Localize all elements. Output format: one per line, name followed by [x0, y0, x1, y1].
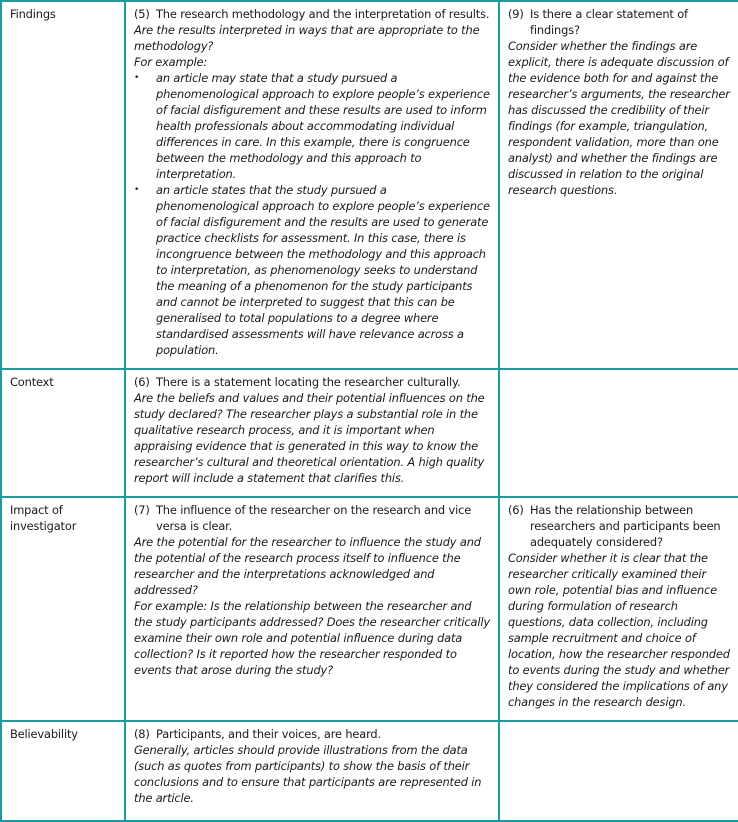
row-label: Impact of investigator: [10, 503, 77, 533]
criterion-example: For example: Is the relationship between the researcher and the study participants addressed? Does the researcher critically examine their own role and potential influence during data collection? Is it reported how the researcher responded to events that arose during the study?: [134, 599, 490, 677]
checklist-cell-empty: [499, 369, 738, 497]
criterion-number: (7): [134, 503, 150, 517]
criterion-number: (5): [134, 7, 150, 21]
row-label-cell: [1, 1, 125, 369]
criterion-title: The research methodology and the interpretation of results.: [156, 7, 490, 21]
checklist-body: Consider whether it is clear that the researcher critically examined their own role, potential bias and influence during formulation of research questions, data collection, including sample recruitment and choice of location, how the researcher responded to events during the study and whether they considered the implications of any changes in the research design.: [508, 551, 730, 709]
criteria-cell: [125, 1, 499, 369]
list-item: • an article may state that a study pursued a phenomenological approach to explore people’s experience of facial disfigurement and these results are used to inform health professionals about accommodating individual differences in care. In this example, there is congruence between the methodology and this approach to interpretation.: [134, 70, 490, 182]
criterion-body: Generally, articles should provide illustrations from the data (such as quotes from participants) to show the basis of their conclusions and to ensure that participants are represented in the article.: [134, 743, 482, 805]
checklist-number: (9): [508, 7, 524, 21]
table-row-believability: [1, 721, 738, 821]
criterion-heading: [134, 502, 490, 534]
checklist-heading: [508, 6, 730, 38]
criterion-heading: [134, 726, 490, 742]
row-label-cell: [1, 721, 125, 821]
checklist-cell: [499, 1, 738, 369]
row-label: Believability: [10, 727, 78, 741]
criterion-heading: [134, 6, 490, 22]
row-label: Context: [10, 375, 54, 389]
criterion-title: There is a statement locating the researcher culturally.: [156, 375, 461, 389]
criterion-number: (6): [134, 375, 150, 389]
criterion-title: The influence of the researcher on the research and vice versa is clear.: [156, 503, 472, 533]
checklist-cell: [499, 497, 738, 721]
row-label-cell: [1, 369, 125, 497]
criteria-cell: [125, 721, 499, 821]
checklist-title: Is there a clear statement of findings?: [530, 7, 688, 37]
example-list: [134, 70, 490, 358]
list-item: • an article states that the study pursued a phenomenological approach to explore people’s experience of facial disfigurement and the results are used to generate practice checklists for assessment. In this case, there is incongruence between the methodology and this approach to interpretation, as phenomenology seeks to understand the meaning of a phenomenon for the study participants and cannot be interpreted to suggest that this can be generalised to total populations to a degree where standardised assessments will have relevance across a population.: [134, 182, 490, 358]
checklist-heading: [508, 502, 730, 550]
checklist-cell-empty: [499, 721, 738, 821]
criterion-body: Are the potential for the researcher to influence the study and the potential of the research process itself to influence the researcher and the interpretations acknowledged and addressed?: [134, 535, 481, 597]
checklist-number: (6): [508, 503, 524, 517]
table-row-impact-of-investigator: [1, 497, 738, 721]
criterion-number: (8): [134, 727, 150, 741]
row-label: Findings: [10, 7, 56, 21]
table-row-findings: [1, 1, 738, 369]
criteria-cell: [125, 369, 499, 497]
criterion-title: Participants, and their voices, are heard.: [156, 727, 381, 741]
example-intro: For example:: [134, 55, 208, 69]
criterion-heading: [134, 374, 490, 390]
criterion-question: Are the results interpreted in ways that are appropriate to the methodology?: [134, 23, 480, 53]
checklist-body: Consider whether the findings are explicit, there is adequate discussion of the evidence both for and against the researcher’s arguments, the researcher has discussed the credibility of their findings (for example, triangulation, respondent validation, more than one analyst) and whether the findings are discussed in relation to the original research questions.: [508, 39, 730, 197]
criterion-body: Are the beliefs and values and their potential influences on the study declared? The researcher plays a substantial role in the qualitative research process, and it is important when appraising evidence that is generated in this way to know the researcher’s cultural and theoretical orientation. A high quality report will include a statement that clarifies this.: [134, 391, 485, 485]
criteria-cell: [125, 497, 499, 721]
checklist-title: Has the relationship between researchers and participants been adequately considered?: [530, 503, 721, 549]
row-label-cell: [1, 497, 125, 721]
table-row-context: [1, 369, 738, 497]
